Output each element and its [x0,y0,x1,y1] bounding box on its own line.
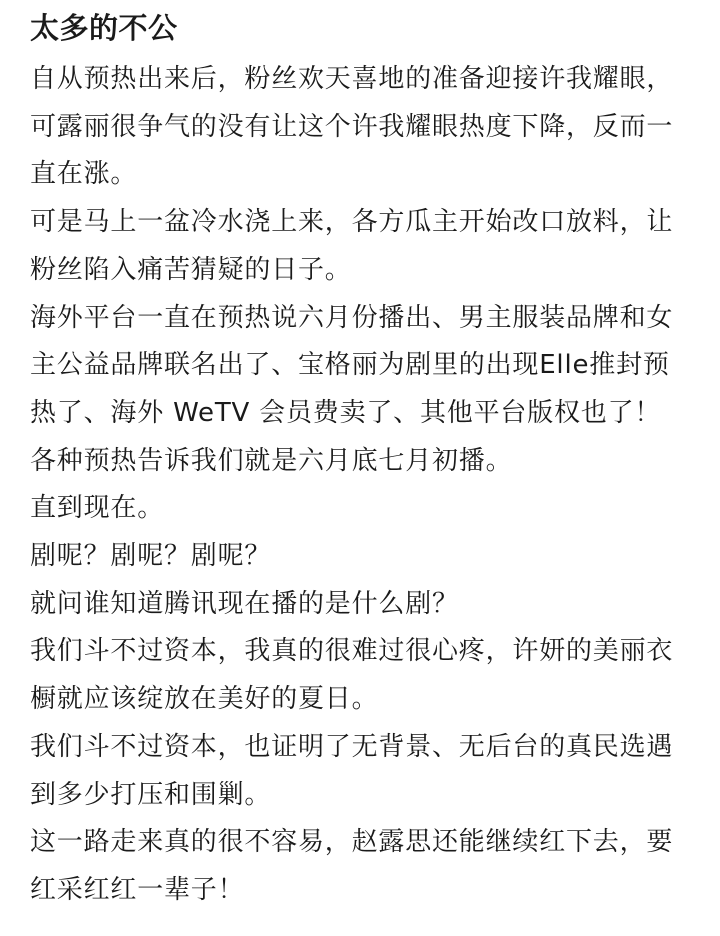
post-body [30,56,694,915]
paragraph-7: 就问谁知道腾讯现在播的是什么剧？ [30,588,459,619]
paragraph-6: 剧呢？剧呢？剧呢？ [30,541,272,572]
paragraph-2: 可是马上一盆冷水浇上来，各方瓜主开始改口放料，让粉丝陷入痛苦猜疑的日子。 [30,207,674,285]
paragraph-1: 自从预热出来后，粉丝欢天喜地的准备迎接许我耀眼，可露丽很争气的没有让这个许我耀眼热度下降，反而一直在涨。 [30,64,674,190]
paragraph-10: 这一路走来真的很不容易，赵露思还能继续红下去，要红采红红一辈子！ [30,827,674,905]
paragraph-5: 直到现在。 [30,493,165,524]
post-title: 太多的不公 [30,11,178,45]
paragraph-4: 各种预热告诉我们就是六月底七月初播。 [30,445,513,476]
paragraph-8: 我们斗不过资本，我真的很难过很心疼，许妍的美丽衣橱就应该绽放在美好的夏日。 [30,636,674,715]
paragraph-9: 我们斗不过资本，也证明了无背景、无后台的真民选遇到多少打压和围剿。 [30,731,674,810]
paragraph-3: 海外平台一直在预热说六月份播出、男主服装品牌和女主公益品牌联名出了、宝格丽为剧里的出现Elle推封预热了、海外 WeTV 会员费卖了、其他平台版权也了！ [30,302,674,428]
